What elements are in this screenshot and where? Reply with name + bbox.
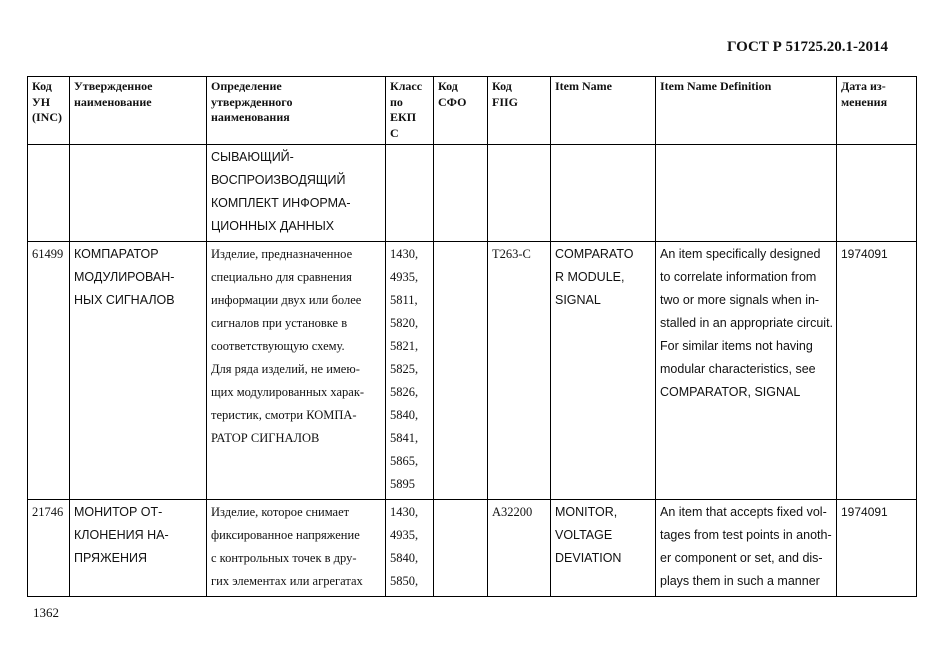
cell-line: SIGNAL <box>555 293 601 307</box>
cell-line: гих элементах или агрегатах <box>211 574 363 588</box>
cell-line: 1430, <box>390 505 419 519</box>
cell-class <box>386 145 434 242</box>
cell-line: two or more signals when in- <box>660 293 820 307</box>
cell-fiig <box>488 145 551 242</box>
header-col-date <box>837 77 917 145</box>
cell-line: КОМПАРАТОР <box>74 247 159 261</box>
cell-class <box>386 242 434 500</box>
cell-line: plays them in such a manner <box>660 574 820 588</box>
cell-line: 5895 <box>390 477 415 491</box>
header-col-class <box>386 77 434 145</box>
header-line: С <box>390 125 399 140</box>
cell-date <box>837 242 917 500</box>
cell-line: MONITOR, <box>555 505 618 519</box>
header-line: наименования <box>211 110 290 124</box>
cell-inc <box>28 242 70 500</box>
cell-line: сигналов при установке в <box>211 316 348 330</box>
cell-line: СЫВАЮЩИЙ- <box>211 150 294 164</box>
cell-line: 5841, <box>390 431 419 445</box>
header-line: Дата из- <box>841 79 886 93</box>
cell-line: 5820, <box>390 316 419 330</box>
cell-line: tages from test points in anoth- <box>660 528 832 542</box>
cell-line: фиксированное напряжение <box>211 528 360 542</box>
table-row <box>28 145 917 242</box>
cell-line: modular characteristics, see <box>660 362 816 376</box>
cell-line: 5840, <box>390 408 419 422</box>
header-line: СФО <box>438 94 467 109</box>
cell-line: МОДУЛИРОВАН- <box>74 270 175 284</box>
cell-fiig <box>488 500 551 597</box>
cell-line: ВОСПРОИЗВОДЯЩИЙ <box>211 173 346 187</box>
cell-value: 21746 <box>32 505 64 519</box>
cell-item-def <box>656 145 837 242</box>
header-line: Item Name Definition <box>660 79 772 93</box>
cell-sfo <box>434 242 488 500</box>
cell-definition <box>207 242 386 500</box>
cell-line: НЫХ СИГНАЛОВ <box>74 293 175 307</box>
cell-line: информации двух или более <box>211 293 362 307</box>
cell-class <box>386 500 434 597</box>
cell-date <box>837 500 917 597</box>
cell-line: Изделие, предназначенное <box>211 247 353 261</box>
cell-line: Для ряда изделий, не имею- <box>211 362 360 376</box>
cell-line: 5825, <box>390 362 419 376</box>
cell-value: 1974091 <box>841 505 888 519</box>
cell-item-name <box>551 242 656 500</box>
cell-line: соответствующую схему. <box>211 339 345 353</box>
cell-line: VOLTAGE <box>555 528 613 542</box>
cell-name <box>70 242 207 500</box>
cell-item-def <box>656 242 837 500</box>
cell-definition <box>207 145 386 242</box>
cell-line: 5826, <box>390 385 419 399</box>
cell-line: R MODULE, <box>555 270 625 284</box>
cell-line: щих модулированных харак- <box>211 385 365 399</box>
cell-inc <box>28 145 70 242</box>
cell-line: 4935, <box>390 528 419 542</box>
header-line: по <box>390 94 403 109</box>
header-col-fiig <box>488 77 551 145</box>
table-row <box>28 500 917 597</box>
cell-line: 1430, <box>390 247 419 261</box>
table-header-row <box>28 77 917 145</box>
cell-name <box>70 500 207 597</box>
cell-date <box>837 145 917 242</box>
cell-item-name <box>551 145 656 242</box>
header-col-inc <box>28 77 70 145</box>
cell-line: stalled in an appropriate circuit. <box>660 316 834 330</box>
cell-definition <box>207 500 386 597</box>
header-line: Код <box>438 79 458 93</box>
cell-fiig <box>488 242 551 500</box>
cell-value: A32200 <box>492 505 533 519</box>
cell-line: 5865, <box>390 454 419 468</box>
cell-line: ЦИОННЫХ ДАННЫХ <box>211 219 335 233</box>
header-col-item-def <box>656 77 837 145</box>
cell-inc <box>28 500 70 597</box>
header-line: (INC) <box>32 110 62 124</box>
header-line: Item Name <box>555 79 612 93</box>
header-line: FIIG <box>492 94 519 109</box>
cell-line: 5821, <box>390 339 419 353</box>
header-col-item-name <box>551 77 656 145</box>
cell-line: to correlate information from <box>660 270 817 284</box>
header-line: менения <box>841 94 888 109</box>
cell-line: ПРЯЖЕНИЯ <box>74 551 147 565</box>
header-line: Код <box>492 79 512 93</box>
header-line: Класс <box>390 79 423 93</box>
cell-line: er component or set, and dis- <box>660 551 823 565</box>
cell-item-def <box>656 500 837 597</box>
cell-line: COMPARATO <box>555 247 634 261</box>
header-col-sfo <box>434 77 488 145</box>
cell-line: с контрольных точек в дру- <box>211 551 357 565</box>
cell-line: 5850, <box>390 574 419 588</box>
header-line: Определение <box>211 79 282 93</box>
cell-name <box>70 145 207 242</box>
cell-line: КОМПЛЕКТ ИНФОРМА- <box>211 196 351 210</box>
cell-line: DEVIATION <box>555 551 622 565</box>
cell-line: An item that accepts fixed vol- <box>660 505 827 519</box>
cell-line: теристик, смотри КОМПА- <box>211 408 357 422</box>
cell-line: COMPARATOR, SIGNAL <box>660 385 801 399</box>
cell-line: An item specifically designed <box>660 247 821 261</box>
cell-value: 1974091 <box>841 247 888 261</box>
document-code: ГОСТ Р 51725.20.1-2014 <box>726 39 888 55</box>
table-row <box>28 242 917 500</box>
cell-value: T263-C <box>492 247 531 261</box>
cell-line: For similar items not having <box>660 339 813 353</box>
cell-line: 5840, <box>390 551 419 565</box>
page-number: 1362 <box>33 605 59 620</box>
cell-value: 61499 <box>32 247 64 261</box>
cell-line: МОНИТОР ОТ- <box>74 505 163 519</box>
header-line: ЕКП <box>390 110 417 124</box>
cell-line: специально для сравнения <box>211 270 352 284</box>
cell-line: 5811, <box>390 293 418 307</box>
cell-line: Изделие, которое снимает <box>211 505 350 519</box>
header-line: Код <box>32 79 52 93</box>
cell-line: КЛОНЕНИЯ НА- <box>74 528 169 542</box>
header-line: УН <box>32 94 51 109</box>
cell-sfo <box>434 500 488 597</box>
header-line: утвержденного <box>211 94 293 109</box>
header-line: наименование <box>74 94 152 109</box>
header-col-name <box>70 77 207 145</box>
cell-item-name <box>551 500 656 597</box>
cell-sfo <box>434 145 488 242</box>
gost-table <box>27 76 917 597</box>
header-col-definition <box>207 77 386 145</box>
header-line: Утвержденное <box>74 79 153 93</box>
cell-line: 4935, <box>390 270 419 284</box>
cell-line: РАТОР СИГНАЛОВ <box>211 431 320 445</box>
